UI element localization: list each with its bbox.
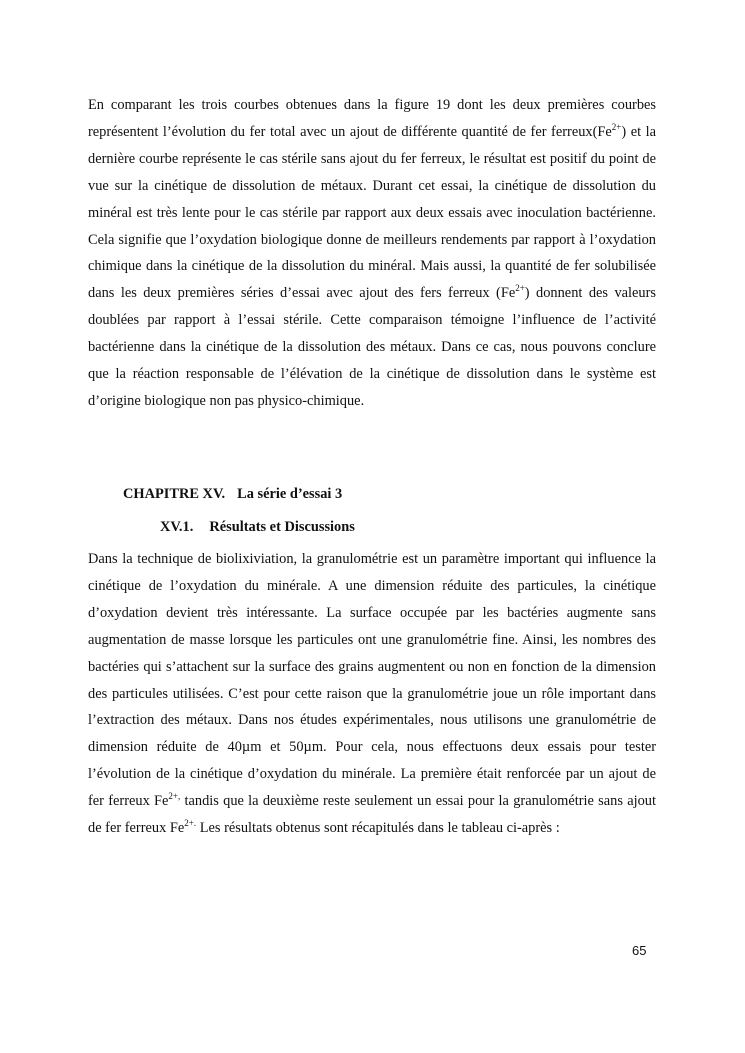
superscript: 2+, (168, 791, 181, 802)
superscript: 2+ (611, 121, 622, 132)
chapter-heading (123, 484, 342, 504)
paragraph-text: ) et la dernière courbe représente le cas stérile sans ajout du fer ferreux, le résultat est positif du point de vue sur la cinétique de dissolution de métaux. Durant cet essai, la cinétique de dissolution du minéral est très lente pour le cas stérile par rapport aux deux essais avec inoculation bactérienne. Cela signifie que l’oxydation biologique donne de meilleurs rendements par rapport à l’oxydation chimique dans la cinétique de la dissolution du minéral. Mais aussi, la quantité de fer solubilisée dans les deux premières séries d’essai avec ajout des fers ferreux (Fe (88, 123, 656, 302)
chapter-title: La série d’essai 3 (237, 486, 343, 502)
paragraph-text: tandis que la deuxième reste seulement un essai pour la granulométrie sans ajout de fer ferreux Fe (88, 793, 656, 837)
superscript: 2+. (184, 818, 197, 829)
paragraph-text: En comparant les trois courbes obtenues dans la figure 19 dont les deux premières courbes représentent l’évolution du fer total avec un ajout de différente quantité de fer ferreux(Fe (88, 97, 656, 140)
section-heading (160, 517, 355, 537)
section-number: XV.1. (160, 519, 194, 535)
page-number: 65 (632, 943, 647, 958)
chapter-number: CHAPITRE XV. (123, 486, 226, 502)
paragraph-text: ) donnent des valeurs doublées par rapport à l’essai stérile. Cette comparaison témoigne l’influence de l’activité bactérienne dans la cinétique de la dissolution des métaux. Dans ce cas, nous pouvons conclure que la réaction responsable de l’élévation de la cinétique de dissolution dans le système est d’origine biologique non pas physico-chimique. (88, 285, 657, 409)
paragraph-comparison (88, 92, 656, 415)
superscript: 2+ (515, 283, 525, 294)
paragraph-granulometry (88, 546, 656, 842)
paragraph-text: Les résultats obtenus sont récapitulés dans le tableau ci-après : (196, 820, 560, 837)
paragraph-text: Dans la technique de biolixiviation, la granulométrie est un paramètre important qui influence la cinétique de l’oxydation du minérale. A une dimension réduite des particules, la cinétique d’oxydation devient très intéressante. La surface occupée par les bactéries augmente sans augmentation de masse lorsque les particules ont une granulométrie fine. Ainsi, les nombres des bactéries qui s’attachent sur la surface des grains augmentent ou non en fonction de la dimension des particules utilisées. C’est pour cette raison que la granulométrie joue un rôle important dans l’extraction des métaux. Dans nos études expérimentales, nous utilisons une granulométrie de dimension réduite de 40µm et 50µm. Pour cela, nous effectuons deux essais pour tester l’évolution de la cinétique d’oxydation du minérale. La première était renforcée par un ajout de fer ferreux Fe (88, 551, 656, 810)
section-title: Résultats et Discussions (209, 519, 355, 535)
